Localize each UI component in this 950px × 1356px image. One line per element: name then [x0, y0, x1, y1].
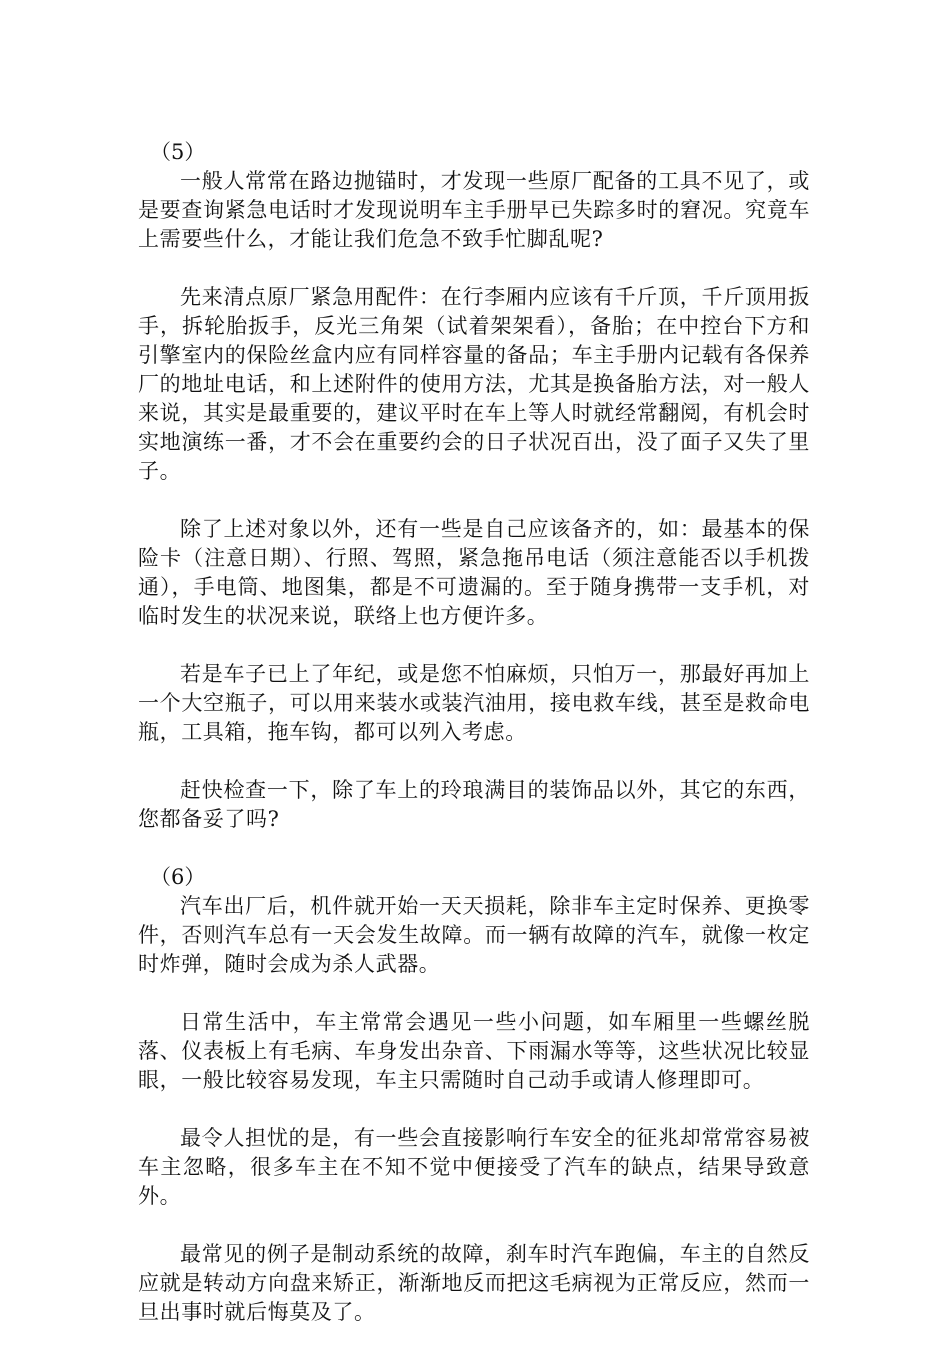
- paragraph: 若是车子已上了年纪，或是您不怕麻烦，只怕万一，那最好再加上一个大空瓶子，可以用来装水或装汽油用，接电救车线，甚至是救命电瓶，工具箱，拖车钩，都可以列入考虑。: [138, 662, 810, 744]
- section-label: （5）: [150, 140, 206, 164]
- paragraph: 先来清点原厂紧急用配件：在行李厢内应该有千斤顶，千斤顶用扳手，拆轮胎扳手，反光三角架（试着架架看），备胎；在中控台下方和引擎室内的保险丝盒内应有同样容量的备品；车主手册内记载有各保养厂的地址电话，和上述附件的使用方法，尤其是换备胎方法，对一般人来说，其实是最重要的，建议平时在车上等人时就经常翻阅，有机会时实地演练一番，才不会在重要约会的日子状况百出，没了面子又失了里子。: [138, 285, 810, 483]
- section-5: [138, 138, 810, 834]
- paragraph: 最令人担忧的是，有一些会直接影响行车安全的征兆却常常容易被车主忽略，很多车主在不知不觉中便接受了汽车的缺点，结果导致意外。: [138, 1126, 810, 1208]
- document-page: [138, 138, 810, 1356]
- paragraph: 除了上述对象以外，还有一些是自己应该备齐的，如：最基本的保险卡（注意日期）、行照、驾照，紧急拖吊电话（须注意能否以手机拨通），手电筒、地图集，都是不可遗漏的。至于随身携带一支手机，对临时发生的状况来说，联络上也方便许多。: [138, 517, 810, 628]
- paragraph: 日常生活中，车主常常会遇见一些小问题，如车厢里一些螺丝脱落、仪表板上有毛病、车身发出杂音、下雨漏水等等，这些状况比较显眼，一般比较容易发现，车主只需随时自己动手或请人修理即可。: [138, 1010, 810, 1092]
- section-label: （6）: [150, 865, 206, 889]
- paragraph: 一般人常常在路边抛锚时，才发现一些原厂配备的工具不见了，或是要查询紧急电话时才发现说明车主手册早已失踪多时的窘况。究竟车上需要些什么，才能让我们危急不致手忙脚乱呢?: [138, 169, 810, 251]
- paragraph: 最常见的例子是制动系统的故障，刹车时汽车跑偏，车主的自然反应就是转动方向盘来矫正，渐渐地反而把这毛病视为正常反应，然而一旦出事时就后悔莫及了。: [138, 1242, 810, 1324]
- paragraph: 汽车出厂后，机件就开始一天天损耗，除非车主定时保养、更换零件，否则汽车总有一天会发生故障。而一辆有故障的汽车，就像一枚定时炸弹，随时会成为杀人武器。: [138, 894, 810, 976]
- paragraph: 赶快检查一下，除了车上的玲琅满目的装饰品以外，其它的东西，您都备妥了吗?: [138, 778, 810, 831]
- section-6: [138, 863, 810, 1327]
